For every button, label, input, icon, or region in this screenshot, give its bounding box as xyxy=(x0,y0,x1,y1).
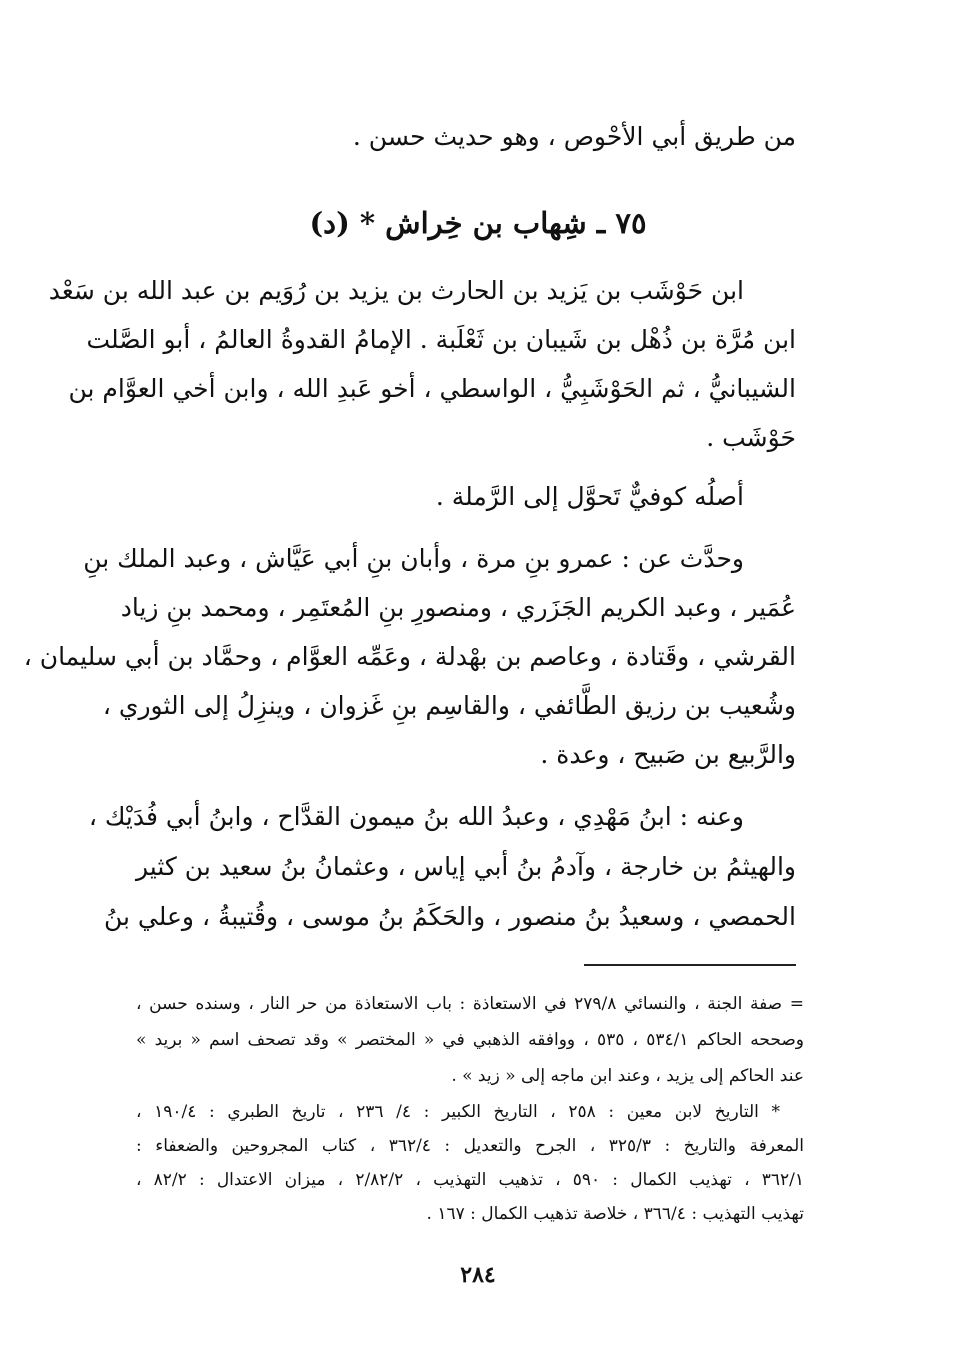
paragraph-1-line-1: ابن حَوْشَب بن يَزيد بن الحارث بن يزيد بن رُوَيم بن عبد الله بن سَعْد xyxy=(48,276,744,305)
footnote-2-line-1: * التاريخ لابن معين : ٢٥٨ ، التاريخ الكبير : ٤/ ٢٣٦ ، تاريخ الطبري : ١٩٠/٤ ، xyxy=(136,1102,780,1122)
paragraph-2-line-1: أصلُه كوفيٌّ تَحوَّل إلى الرَّملة . xyxy=(435,482,744,511)
footnote-1-line-3: عند الحاكم إلى يزيد ، وعند ابن ماجه إلى « زيد » . xyxy=(451,1066,804,1086)
paragraph-3-line-2: عُمَير ، وعبد الكريم الجَزَري ، ومنصورِ بنِ المُعتَمِر ، ومحمد بنِ زياد xyxy=(120,593,796,622)
footnote-1-line-1: = صفة الجنة ، والنسائي ٢٧٩/٨ في الاستعاذة : باب الاستعاذة من حر النار ، وسنده حسن ، xyxy=(136,994,804,1014)
page-number: ٢٨٤ xyxy=(460,1262,496,1288)
footnote-2-line-2: المعرفة والتاريخ : ٣٢٥/٣ ، الجرح والتعديل : ٣٦٢/٤ ، كتاب المجروحين والضعفاء : xyxy=(136,1136,805,1156)
paragraph-3-line-1: وحدَّث عن : عمرو بنِ مرة ، وأبان بنِ أبي عَيَّاش ، وعبد الملك بنِ xyxy=(83,544,744,573)
paragraph-1-line-3: الشيبانيُّ ، ثم الحَوْشَبِيُّ ، الواسطي ، أخو عَبدِ الله ، وابن أخي العوَّام بن xyxy=(68,374,796,403)
paragraph-1-line-2: ابن مُرَّة بن ذُهْل بن شَيبان بن ثَعْلَبة . الإمامُ القدوةُ العالمُ ، أبو الصَّلت xyxy=(86,325,796,354)
footnote-2-line-4: تهذيب التهذيب : ٣٦٦/٤ ، خلاصة تذهيب الكمال : ١٦٧ . xyxy=(426,1204,804,1224)
paragraph-3-line-4: وشُعيب بن رزيق الطَّائفي ، والقاسِم بنِ غَزوان ، وينزِلُ إلى الثوري ، xyxy=(102,691,796,720)
paragraph-3-line-5: والرَّبيع بن صَبيح ، وعدة . xyxy=(540,740,796,769)
footnote-separator xyxy=(584,964,796,966)
footnote-1-line-2: وصححه الحاكم ٥٣٤/١ ، ٥٣٥ ، ووافقه الذهبي في « المختصر » وقد تصحف اسم « بريد » xyxy=(136,1030,804,1050)
paragraph-1-line-4: حَوْشَب . xyxy=(706,423,796,452)
paragraph-3-line-3: القرشي ، وقَتادة ، وعاصم بن بهْدلة ، وعَمِّه العوَّام ، وحمَّاد بن أبي سليمان ، xyxy=(23,642,796,671)
footnote-2-line-3: ٣٦٢/١ ، تهذيب الكمال : ٥٩٠ ، تذهيب التهذيب ، ٢/٨٢/٢ ، ميزان الاعتدال : ٨٢/٢ ، xyxy=(136,1170,804,1190)
paragraph-4-line-1: وعنه : ابنُ مَهْدِي ، وعبدُ الله بنُ ميمون القدَّاح ، وابنُ أبي فُدَيْك ، xyxy=(88,802,744,831)
paragraph-4-line-3: الحمصي ، وسعيدُ بنُ منصور ، والحَكَمُ بنُ موسى ، وقُتيبةُ ، وعلي بنُ xyxy=(103,902,796,931)
paragraph-4-line-2: والهيثمُ بن خارجة ، وآدمُ بنُ أبي إياس ، وعثمانُ بنُ سعيد بن كثير xyxy=(136,852,796,881)
intro-line: من طريق أبي الأحْوص ، وهو حديث حسن . xyxy=(352,122,796,151)
entry-heading: ٧٥ ـ شِهاب بن خِراش * (د) xyxy=(309,206,647,240)
